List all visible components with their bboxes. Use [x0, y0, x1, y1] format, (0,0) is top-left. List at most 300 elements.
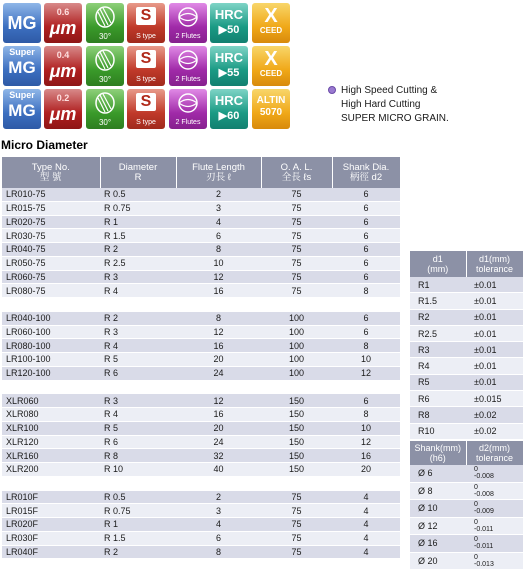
- micron-unit: μm: [49, 104, 77, 124]
- flutes-label: 2 Flutes: [175, 119, 201, 126]
- cell-oal: 75: [261, 270, 332, 284]
- cell-shank-dia: Ø 16: [410, 535, 466, 553]
- cell-d2-tolerance: [466, 517, 523, 535]
- cell-diameter: R 5: [100, 421, 176, 435]
- cell-type-no: LR040-100: [2, 311, 100, 325]
- cell-shank-dia: 12: [332, 366, 400, 380]
- table-header-row: [410, 441, 523, 465]
- cell-flute-length: 4: [176, 518, 261, 532]
- table-row: [2, 504, 400, 518]
- coating-icon: [252, 3, 290, 43]
- cell-flute-length: 8: [176, 243, 261, 257]
- cell-d1: R10: [410, 423, 466, 439]
- cell-flute-length: 16: [176, 408, 261, 422]
- cell-shank-dia: 4: [332, 490, 400, 504]
- table-row: [2, 311, 400, 325]
- cell-flute-length: 3: [176, 504, 261, 518]
- cell-diameter: R 1: [100, 518, 176, 532]
- cell-flute-length: [176, 380, 261, 394]
- cell-shank-dia: 4: [332, 545, 400, 559]
- cell-diameter: R 5: [100, 353, 176, 367]
- cell-diameter: [100, 380, 176, 394]
- helix-label: 30°: [98, 75, 112, 84]
- cell-type-no: LR030F: [2, 531, 100, 545]
- grain-sup-label: Super: [9, 90, 35, 100]
- cell-flute-length: 12: [176, 325, 261, 339]
- cell-shank-dia: Ø 10: [410, 500, 466, 518]
- table-row: [410, 293, 523, 309]
- tolerance-upper: 0: [474, 518, 478, 526]
- bullet-icon: [328, 86, 336, 94]
- cell-shank-dia: 4: [332, 504, 400, 518]
- col-header-d1-tolerance: d1(mm) tolerance: [466, 251, 523, 277]
- cell-flute-length: 16: [176, 284, 261, 298]
- cell-d1-tolerance: ±0.01: [466, 293, 523, 309]
- table-row: [410, 552, 523, 570]
- grain-super-mg-icon: [3, 89, 41, 129]
- cell-type-no: XLR080: [2, 408, 100, 422]
- table-header-row: [410, 251, 523, 277]
- cell-type-no: LR040F: [2, 545, 100, 559]
- table-row: [2, 325, 400, 339]
- cell-oal: 100: [261, 366, 332, 380]
- table-row: [2, 531, 400, 545]
- cell-oal: 150: [261, 435, 332, 449]
- tolerance-lower: -0.008: [474, 490, 494, 498]
- hrc-value: ▶50: [218, 24, 240, 36]
- table-row: [410, 309, 523, 325]
- tolerance-upper: 0: [474, 483, 478, 491]
- cell-diameter: R 3: [100, 325, 176, 339]
- cell-flute-length: 40: [176, 463, 261, 477]
- table-row: [410, 517, 523, 535]
- cell-diameter: R 6: [100, 366, 176, 380]
- cell-shank-dia: 6: [332, 256, 400, 270]
- table-spacer-row: [2, 476, 400, 490]
- table-row: [2, 449, 400, 463]
- cell-flute-length: 32: [176, 449, 261, 463]
- cell-type-no: LR080-75: [2, 284, 100, 298]
- table-row: [410, 342, 523, 358]
- table-row: [410, 423, 523, 439]
- cell-type-no: LR015F: [2, 504, 100, 518]
- cell-diameter: R 0.5: [100, 188, 176, 201]
- cell-flute-length: [176, 476, 261, 490]
- tolerance-lower: -0.009: [474, 508, 494, 516]
- cell-shank-dia: [332, 298, 400, 312]
- cell-shank-dia: 6: [332, 311, 400, 325]
- table-row: [2, 394, 400, 408]
- cell-oal: [261, 298, 332, 312]
- cell-d1: R2.5: [410, 325, 466, 341]
- cell-d2-tolerance: [466, 482, 523, 500]
- cell-oal: 100: [261, 325, 332, 339]
- feature-note: [328, 84, 449, 126]
- table-row: [2, 435, 400, 449]
- cell-type-no: XLR200: [2, 463, 100, 477]
- cell-diameter: [100, 298, 176, 312]
- shank-label: S type: [136, 119, 156, 126]
- cell-diameter: R 0.75: [100, 201, 176, 215]
- cell-d2-tolerance: [466, 552, 523, 570]
- cell-shank-dia: 6: [332, 229, 400, 243]
- col-header-d2-tolerance: d2(mm) tolerance: [466, 441, 523, 465]
- tolerance-upper: 0: [474, 501, 478, 509]
- table-row: [2, 421, 400, 435]
- two-flutes-icon: [169, 89, 207, 129]
- table-row: [2, 215, 400, 229]
- tolerance-stack: [474, 501, 494, 515]
- flutes-label: 2 Flutes: [175, 33, 201, 40]
- cell-oal: 75: [261, 256, 332, 270]
- cell-shank-dia: [332, 476, 400, 490]
- coating-main: X: [264, 5, 278, 27]
- cell-d1: R3: [410, 342, 466, 358]
- grain-label: MG: [8, 101, 36, 120]
- table-row: [410, 407, 523, 423]
- feature-line: SUPER MICRO GRAIN.: [341, 113, 449, 124]
- cell-type-no: LR030-75: [2, 229, 100, 243]
- feature-line: High Hard Cutting: [341, 99, 421, 110]
- cell-diameter: R 3: [100, 270, 176, 284]
- cell-type-no: LR015-75: [2, 201, 100, 215]
- table-row: [2, 284, 400, 298]
- cell-d1-tolerance: ±0.01: [466, 374, 523, 390]
- cell-oal: 150: [261, 421, 332, 435]
- cell-type-no: LR040-75: [2, 243, 100, 257]
- grain-mg-icon: [3, 3, 41, 43]
- shank-label: S type: [136, 33, 156, 40]
- cell-diameter: R 0.5: [100, 490, 176, 504]
- cell-type-no: LR060-100: [2, 325, 100, 339]
- cell-diameter: R 2.5: [100, 256, 176, 270]
- cell-oal: 100: [261, 353, 332, 367]
- helix-label: 30°: [98, 118, 112, 127]
- shank-letter: S: [136, 93, 156, 111]
- cell-flute-length: [176, 298, 261, 312]
- cell-type-no: LR020F: [2, 518, 100, 532]
- cell-type-no: LR080-100: [2, 339, 100, 353]
- table-row: [2, 353, 400, 367]
- grain-sup-label: Super: [9, 47, 35, 57]
- cell-oal: 150: [261, 394, 332, 408]
- cell-d1: R4: [410, 358, 466, 374]
- helix-angle-icon: [86, 46, 124, 86]
- cell-flute-length: 24: [176, 366, 261, 380]
- cell-shank-dia: 6: [332, 215, 400, 229]
- tolerance-lower: -0.008: [474, 473, 494, 481]
- cell-d1-tolerance: ±0.01: [466, 342, 523, 358]
- shank-label: S type: [136, 76, 156, 83]
- micron-value: 0.2: [56, 93, 70, 103]
- table-row: [2, 243, 400, 257]
- cell-flute-length: 8: [176, 545, 261, 559]
- cell-diameter: R 4: [100, 284, 176, 298]
- cell-d1: R5: [410, 374, 466, 390]
- cell-shank-dia: 10: [332, 353, 400, 367]
- tolerance-lower: -0.011: [474, 525, 494, 533]
- cell-oal: 150: [261, 449, 332, 463]
- cell-type-no: [2, 298, 100, 312]
- helix-angle-icon: [86, 89, 124, 129]
- col-header-oal: O. A. L. 全長 ℓs: [261, 157, 332, 188]
- cell-oal: 75: [261, 490, 332, 504]
- cell-flute-length: 16: [176, 339, 261, 353]
- table-row: [410, 482, 523, 500]
- grain-label: MG: [7, 13, 37, 33]
- micron-value: 0.4: [56, 50, 70, 60]
- cell-diameter: R 8: [100, 449, 176, 463]
- cell-diameter: [100, 476, 176, 490]
- cell-diameter: R 1: [100, 215, 176, 229]
- coating-sub: CEED: [259, 26, 283, 35]
- shank-type-icon: [127, 89, 165, 129]
- col-header-shank-dia: Shank Dia. 柄徑 d2: [332, 157, 400, 188]
- table-spacer-row: [2, 380, 400, 394]
- cell-oal: 75: [261, 229, 332, 243]
- micro-diameter-table: [2, 157, 401, 559]
- tolerance-lower: -0.013: [474, 560, 494, 568]
- coating-main: X: [264, 48, 278, 70]
- tolerance-stack: [474, 554, 494, 568]
- micron-unit: μm: [49, 61, 77, 81]
- cell-oal: 150: [261, 463, 332, 477]
- cell-flute-length: 2: [176, 490, 261, 504]
- table-row: [410, 325, 523, 341]
- cell-d2-tolerance: [466, 500, 523, 518]
- hrc-value: ▶55: [218, 67, 240, 79]
- shank-letter: S: [136, 7, 156, 25]
- hrc-label: HRC: [214, 93, 244, 108]
- table-row: [410, 391, 523, 407]
- cell-oal: 150: [261, 408, 332, 422]
- cell-flute-length: 10: [176, 256, 261, 270]
- cell-diameter: R 2: [100, 311, 176, 325]
- micron-value: 0.6: [56, 7, 70, 17]
- helix-angle-icon: [86, 3, 124, 43]
- col-header-flute-length: Flute Length 刃長 ℓ: [176, 157, 261, 188]
- cell-diameter: R 2: [100, 243, 176, 257]
- grain-super-mg-icon: [3, 46, 41, 86]
- cell-oal: 75: [261, 284, 332, 298]
- cell-shank-dia: 8: [332, 339, 400, 353]
- flutes-label: 2 Flutes: [175, 76, 201, 83]
- cell-type-no: XLR160: [2, 449, 100, 463]
- cell-d1: R2: [410, 309, 466, 325]
- cell-flute-length: 3: [176, 201, 261, 215]
- cell-d1: R6: [410, 391, 466, 407]
- tolerance-upper: 0: [474, 466, 478, 474]
- table-header-row: [2, 157, 400, 188]
- cell-type-no: XLR120: [2, 435, 100, 449]
- cell-oal: 75: [261, 504, 332, 518]
- cell-shank-dia: 4: [332, 518, 400, 532]
- cell-shank-dia: Ø 8: [410, 482, 466, 500]
- cell-shank-dia: 6: [332, 201, 400, 215]
- shank-type-icon: [127, 3, 165, 43]
- cell-d1: R1: [410, 277, 466, 293]
- cell-flute-length: 4: [176, 215, 261, 229]
- tolerance-upper: 0: [474, 553, 478, 561]
- cell-flute-length: 20: [176, 353, 261, 367]
- cell-flute-length: 6: [176, 531, 261, 545]
- cell-shank-dia: 6: [332, 270, 400, 284]
- cell-diameter: R 3: [100, 394, 176, 408]
- cell-shank-dia: 6: [332, 325, 400, 339]
- cell-d1: R8: [410, 407, 466, 423]
- helix-label: 30°: [98, 32, 112, 41]
- hrc-icon: [210, 46, 248, 86]
- cell-type-no: LR010F: [2, 490, 100, 504]
- cell-shank-dia: 6: [332, 188, 400, 201]
- cell-d1-tolerance: ±0.01: [466, 277, 523, 293]
- cell-oal: 75: [261, 188, 332, 201]
- cell-type-no: LR020-75: [2, 215, 100, 229]
- table-row: [410, 535, 523, 553]
- cell-oal: [261, 380, 332, 394]
- cell-shank-dia: 8: [332, 408, 400, 422]
- tolerance-stack: [474, 536, 493, 550]
- cell-d1: R1.5: [410, 293, 466, 309]
- hrc-icon: [210, 3, 248, 43]
- cell-flute-length: 24: [176, 435, 261, 449]
- cell-shank-dia: 8: [332, 284, 400, 298]
- coating-line2: 5070: [259, 107, 283, 118]
- table-row: [410, 374, 523, 390]
- cell-shank-dia: 6: [332, 394, 400, 408]
- cell-shank-dia: 10: [332, 421, 400, 435]
- hrc-icon: [210, 89, 248, 129]
- cell-shank-dia: 12: [332, 435, 400, 449]
- cell-d1-tolerance: ±0.01: [466, 358, 523, 374]
- table-row: [2, 366, 400, 380]
- cell-type-no: [2, 476, 100, 490]
- cell-flute-length: 6: [176, 229, 261, 243]
- cell-d1-tolerance: ±0.01: [466, 309, 523, 325]
- cell-diameter: R 4: [100, 339, 176, 353]
- cell-type-no: [2, 380, 100, 394]
- cell-d1-tolerance: ±0.02: [466, 423, 523, 439]
- table-row: [410, 277, 523, 293]
- table-spacer-row: [2, 298, 400, 312]
- hrc-label: HRC: [214, 7, 244, 22]
- two-flutes-icon: [169, 46, 207, 86]
- tolerance-stack: [474, 466, 494, 480]
- cell-flute-length: 20: [176, 421, 261, 435]
- tolerance-stack: [474, 519, 493, 533]
- micron-grain-icon: [44, 46, 82, 86]
- table-row: [2, 201, 400, 215]
- table-row: [2, 545, 400, 559]
- cell-type-no: LR120-100: [2, 366, 100, 380]
- cell-shank-dia: Ø 20: [410, 552, 466, 570]
- table-row: [2, 229, 400, 243]
- cell-shank-dia: 4: [332, 531, 400, 545]
- cell-type-no: XLR100: [2, 421, 100, 435]
- shank-type-icon: [127, 46, 165, 86]
- table-row: [2, 518, 400, 532]
- table-row: [410, 500, 523, 518]
- cell-oal: 75: [261, 201, 332, 215]
- cell-oal: 75: [261, 243, 332, 257]
- cell-type-no: LR100-100: [2, 353, 100, 367]
- shank-letter: S: [136, 50, 156, 68]
- cell-oal: 75: [261, 518, 332, 532]
- cell-type-no: LR010-75: [2, 188, 100, 201]
- table-row: [410, 358, 523, 374]
- grain-label: MG: [8, 58, 36, 77]
- table-row: [2, 490, 400, 504]
- cell-shank-dia: [332, 380, 400, 394]
- micron-grain-icon: [44, 89, 82, 129]
- micron-unit: μm: [49, 18, 77, 38]
- table-row: [410, 465, 523, 482]
- cell-d1-tolerance: ±0.015: [466, 391, 523, 407]
- cell-shank-dia: 6: [332, 243, 400, 257]
- table-row: [2, 256, 400, 270]
- col-header-diameter: Diameter R: [100, 157, 176, 188]
- cell-d2-tolerance: [466, 465, 523, 482]
- cell-shank-dia: 16: [332, 449, 400, 463]
- cell-type-no: XLR060: [2, 394, 100, 408]
- cell-flute-length: 12: [176, 270, 261, 284]
- cell-diameter: R 1.5: [100, 531, 176, 545]
- coating-icon: [252, 89, 290, 129]
- cell-oal: 100: [261, 339, 332, 353]
- cell-shank-dia: 20: [332, 463, 400, 477]
- cell-diameter: R 0.75: [100, 504, 176, 518]
- cell-oal: 100: [261, 311, 332, 325]
- cell-d2-tolerance: [466, 535, 523, 553]
- coating-icon: [252, 46, 290, 86]
- table-row: [2, 188, 400, 201]
- col-header-d1: d1 (mm): [410, 251, 466, 277]
- tolerance-lower: -0.011: [474, 543, 494, 551]
- cell-oal: 75: [261, 545, 332, 559]
- cell-diameter: R 2: [100, 545, 176, 559]
- tolerance-upper: 0: [474, 536, 478, 544]
- coating-line1: ALTIN: [256, 95, 286, 106]
- cell-d1-tolerance: ±0.02: [466, 407, 523, 423]
- table-row: [2, 270, 400, 284]
- feature-line: High Speed Cutting &: [341, 85, 438, 96]
- cell-flute-length: 2: [176, 188, 261, 201]
- cell-oal: [261, 476, 332, 490]
- hrc-value: ▶60: [218, 110, 240, 122]
- cell-type-no: LR050-75: [2, 256, 100, 270]
- shank-tolerance-table: [410, 441, 524, 570]
- cell-flute-length: 12: [176, 394, 261, 408]
- micron-grain-icon: [44, 3, 82, 43]
- cell-shank-dia: Ø 12: [410, 517, 466, 535]
- cell-oal: 75: [261, 531, 332, 545]
- cell-flute-length: 8: [176, 311, 261, 325]
- table-row: [2, 408, 400, 422]
- section-title: Micro Diameter: [1, 138, 88, 152]
- col-header-shank: Shank(mm) (h6): [410, 441, 466, 465]
- coating-sub: CEED: [259, 69, 283, 78]
- hrc-label: HRC: [214, 50, 244, 65]
- d1-tolerance-table: [410, 251, 524, 440]
- cell-diameter: R 1.5: [100, 229, 176, 243]
- cell-d1-tolerance: ±0.01: [466, 325, 523, 341]
- cell-diameter: R 4: [100, 408, 176, 422]
- cell-oal: 75: [261, 215, 332, 229]
- cell-type-no: LR060-75: [2, 270, 100, 284]
- table-row: [2, 463, 400, 477]
- tolerance-stack: [474, 484, 494, 498]
- col-header-type: Type No. 型 號: [2, 157, 100, 188]
